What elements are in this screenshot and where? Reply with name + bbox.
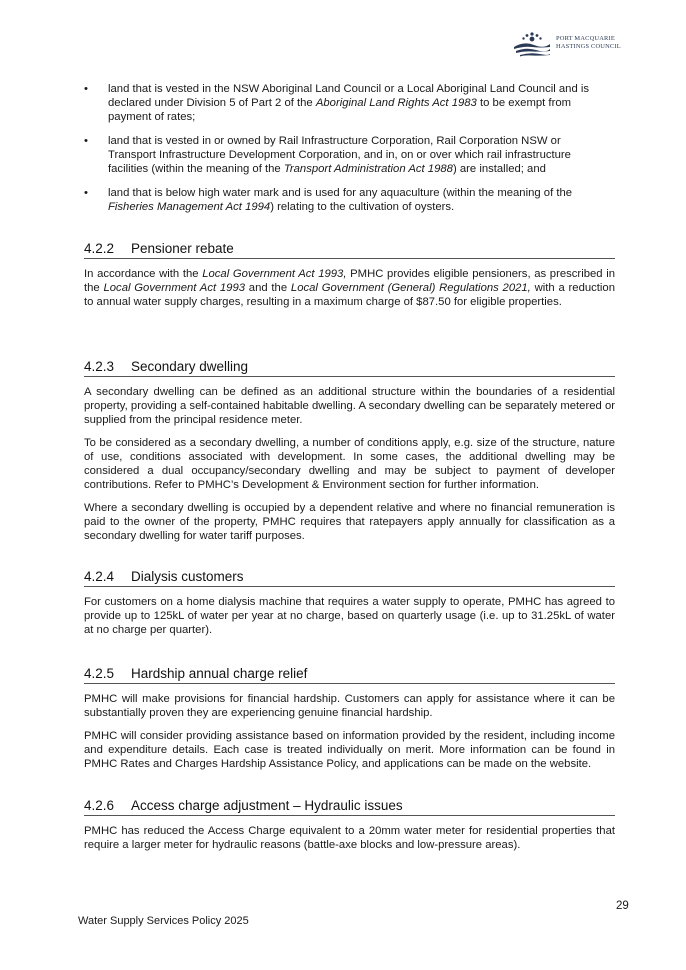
bullet-icon: •	[84, 135, 88, 147]
paragraph: For customers on a home dialysis machine that requires a water supply to operate, PMHC has agreed to provide up to 125kL of water per year at no charge, based on quarterly usage (i.e. up to 31.25kL of water at no charge per quarter).	[84, 596, 615, 636]
list-item	[84, 186, 604, 214]
section-dialysis-customers	[84, 568, 615, 646]
bullet-icon: •	[84, 187, 88, 199]
council-logo-icon	[512, 30, 552, 58]
text-run: with a reduction to annual water supply charges, resulting in a maximum charge of $87.50 for eligible properties.	[84, 282, 616, 308]
paragraph: PMHC will make provisions for financial hardship. Customers can apply for assistance where it can be substantially proven they are experiencing genuine financial hardship.	[84, 693, 615, 719]
section-pensioner-rebate	[84, 240, 615, 318]
section-heading	[84, 240, 615, 259]
act-name: Local Government (General) Regulations 2021,	[290, 282, 531, 294]
bullet-text: ) relating to the cultivation of oysters.	[270, 201, 455, 213]
section-heading	[84, 358, 615, 377]
bullet-text: land that is below high water mark and is used for any aquaculture (within the meaning of the	[108, 187, 573, 199]
paragraph: PMHC has reduced the Access Charge equivalent to a 20mm water meter for residential properties that require a larger meter for hydraulic reasons (battle-axe blocks and low-pressure areas).	[84, 825, 615, 851]
page-number: 29	[616, 900, 629, 912]
paragraph: PMHC will consider providing assistance based on information provided by the resident, including income and expenditure details. Each case is treated individually on merit. More information can be found in PMHC Rates and Charges Hardship Assistance Policy, and applications can be made on the website.	[84, 730, 615, 770]
section-number: 4.2.6	[84, 798, 115, 813]
bullet-text: to be exempt from payment of rates;	[108, 97, 572, 123]
section-number: 4.2.5	[84, 666, 115, 681]
section-title: Hardship annual charge relief	[131, 666, 308, 681]
exemption-bullet-list	[84, 82, 604, 224]
paragraph	[84, 267, 615, 309]
act-name: Local Government Act 1993	[103, 282, 246, 294]
section-number: 4.2.2	[84, 241, 115, 256]
logo-line-2: HASTINGS COUNCIL	[556, 43, 621, 50]
act-name: Local Government Act 1993,	[202, 268, 347, 280]
paragraph: To be considered as a secondary dwelling, a number of conditions apply, e.g. size of the structure, nature of use, conditions associated with development. In some cases, the additional dwelling may be considered a dual occupancy/secondary dwelling and may be subject to payment of developer contributions. Refer to PMHC’s Development & Environment section for further information.	[84, 437, 615, 491]
council-logo	[512, 30, 630, 60]
section-title: Dialysis customers	[131, 569, 244, 584]
bullet-text: land that is vested in the NSW Aboriginal Land Council or a Local Aboriginal Land Council and is declared under Division 5 of Part 2 of the	[108, 83, 590, 109]
section-secondary-dwelling	[84, 358, 615, 552]
paragraph: Where a secondary dwelling is occupied by a dependent relative and where no financial remuneration is paid to the owner of the property, PMHC requires that ratepayers apply annually for classification as a secondary dwelling for water tariff purposes.	[84, 502, 615, 542]
paragraph: A secondary dwelling can be defined as an additional structure within the boundaries of a residential property, providing a self-contained habitable dwelling. A secondary dwelling can be separately metered or supplied from the principal residence meter.	[84, 386, 615, 426]
section-heading	[84, 568, 615, 587]
section-heading	[84, 665, 615, 684]
text-run: PMHC provides eligible pensioners, as prescribed in the	[84, 268, 615, 294]
logo-wordmark	[556, 35, 621, 51]
section-title: Access charge adjustment – Hydraulic issues	[131, 798, 403, 813]
section-title: Secondary dwelling	[131, 359, 249, 374]
section-heading	[84, 797, 615, 816]
section-number: 4.2.4	[84, 569, 115, 584]
section-hardship-relief	[84, 665, 615, 780]
logo-line-1: PORT MACQUARIE	[556, 35, 615, 42]
text-run: and the	[245, 282, 291, 294]
bullet-icon: •	[84, 83, 88, 95]
section-number: 4.2.3	[84, 359, 115, 374]
act-name: Fisheries Management Act 1994	[108, 201, 271, 213]
text-run: In accordance with the	[84, 268, 203, 280]
footer-document-title: Water Supply Services Policy 2025	[78, 915, 249, 927]
section-title: Pensioner rebate	[131, 241, 234, 256]
bullet-text: land that is vested in or owned by Rail Infrastructure Corporation, Rail Corporation NSW or Transport Infrastructure Development Corporation, and in, on or over which rail infrastructure facilities (within the meaning of the	[108, 135, 571, 175]
act-name: Transport Administration Act 1988	[283, 163, 453, 175]
list-item	[84, 82, 604, 124]
bullet-text: ) are installed; and	[452, 163, 546, 175]
act-name: Aboriginal Land Rights Act 1983	[315, 97, 477, 109]
section-access-charge-adjustment	[84, 797, 615, 861]
list-item	[84, 134, 604, 176]
